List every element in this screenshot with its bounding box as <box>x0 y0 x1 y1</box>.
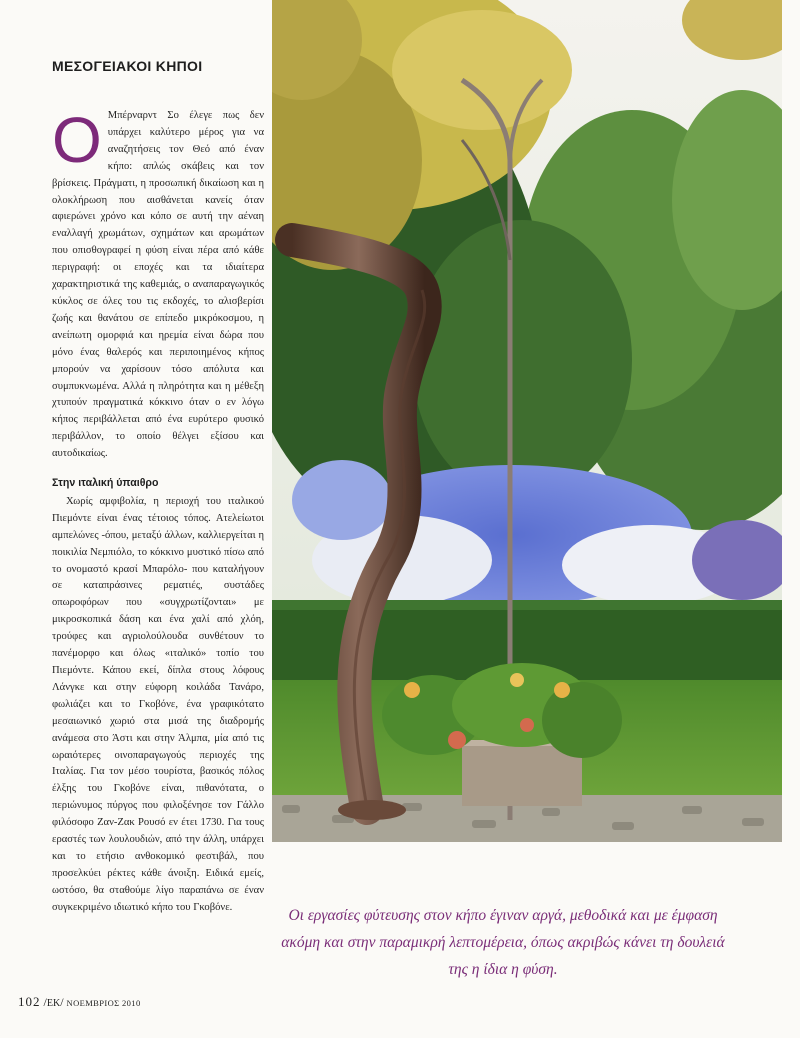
garden-photo-illustration <box>272 0 782 842</box>
footer-separator: / <box>60 995 64 1009</box>
section-title: ΜΕΣΟΓΕΙΑΚΟΙ ΚΗΠΟΙ <box>52 58 203 74</box>
magazine-name: ΕΚ <box>46 998 61 1009</box>
footer-separator: / <box>43 995 47 1009</box>
article-subheading: Στην ιταλική ύπαιθρο <box>52 477 159 490</box>
page-footer <box>18 994 141 1010</box>
article-intro-text: Μπέρναρντ Σο έλεγε πως δεν υπάρχει καλύτερο μέρος για να αναζητήσεις τον Θεό από έναν κήπο: απλώς σκάβεις και τον βρίσκεις. Πράγματι, η προσωπική δικαίωση και η ολοκλήρωση που αισθάνεται κανείς όταν αφιερώνει χρόνο και κόπο σε αυτή την αέναη εναλλαγή χρωμάτων, σχημάτων και αρωμάτων που οπισθογραφεί η φύση είναι πέρα από κάθε περιγραφή: οι εποχές και τα ιδιαίτερα χαρακτηριστικά της καθεμιάς, ο αναπαραγωγικός κύκλος σε όλες του τις εκδοχές, το αλισβερίσι ζωής και θανάτου σε επίπεδο μικρόκοσμου, η ανείπωτη ομορφιά και ηρεμία είναι δώρα που μόνο ένας θαλερός και περιποιημένος κήπος μπορούν να χαρίσουν τόσο απόλυτα και συμπυκνωμένα. Αλλά η πληρότητα και η μέθεξη χτυπούν πραγματικά κόκκινο όταν ο εν λόγω κήπος περιβάλλεται από ένα ευρύτερο φυσικό περιβάλλον, το οποίο θέλγει εξίσου και αυτοδικαίως. <box>52 110 264 460</box>
article-column <box>52 104 264 917</box>
article-body: Χωρίς αμφιβολία, η περιοχή του ιταλικού Πιεμόντε είναι ένας τέτοιος τόπος. Ατελείωτοι αμπελώνες -όπου, μεταξύ άλλων, καλλιεργείται η ποικιλία Νεμπιόλο, το κόκκινο μυστικό πίσω από το ονομαστό κρασί Μπαρόλο- που καταλήγουν σε καταπράσινες ρεματιές, συστάδες οπωροφόρων που «συγχρωτίζονται» με μικροσκοπικά δάση και ένα χαλί από χλόη, τρούφες και αγριολούλουδα συνθέτουν το πανέμορφο και όλως «ιταλικό» τοπίο του Πιεμόντε. Κάπου εκεί, δίπλα στους λόφους Λάνγκε και στην εύφορη κοιλάδα Τανάρο, φωλιάζει και το Γκοβόνε, ένα γραφικότατο μεσαιωνικό χωριό στα μισά της διαδρομής ανάμεσα στο Άστι και στην Άλμπα, μία από τις ωραιότερες οινοπαραγωγούς περιοχές της Ιταλίας. Για τον μέσο τουρίστα, βασικός πόλος έλξης του Γκοβόνε είναι, πιθανότατα, ο περιώνυμος πύργος που φιλοξένησε τον Γάλλο φιλόσοφο Ζαν-Ζακ Ρουσό εν έτει 1730. Για τους εραστές των λουλουδιών, από την άλλη, υπάρχει και το ετήσιο ανθοκομικό φεστιβάλ, που προσελκύει ρέκτες κάθε άνοιξη. Ειδικά εμείς, ωστόσο, θα σταθούμε λίγο παραπάνω σε έναν συγκεκριμένο ιδιωτικό κήπο του Γκοβόνε. <box>52 495 264 913</box>
article-intro <box>52 104 264 463</box>
issue-date: ΝΟΕΜΒΡΙΟΣ 2010 <box>66 998 141 1008</box>
garden-photo <box>272 0 782 842</box>
page-number: 102 <box>18 994 41 1009</box>
photo-caption: Οι εργασίες φύτευσης στον κήπο έγιναν αργά, μεθοδικά και με έμφαση ακόμη και στην παραμικρή λεπτομέρεια, όπως ακριβώς κάνει τη δουλειά της η ίδια η φύση. <box>281 907 725 978</box>
drop-cap: Ο <box>52 104 102 176</box>
